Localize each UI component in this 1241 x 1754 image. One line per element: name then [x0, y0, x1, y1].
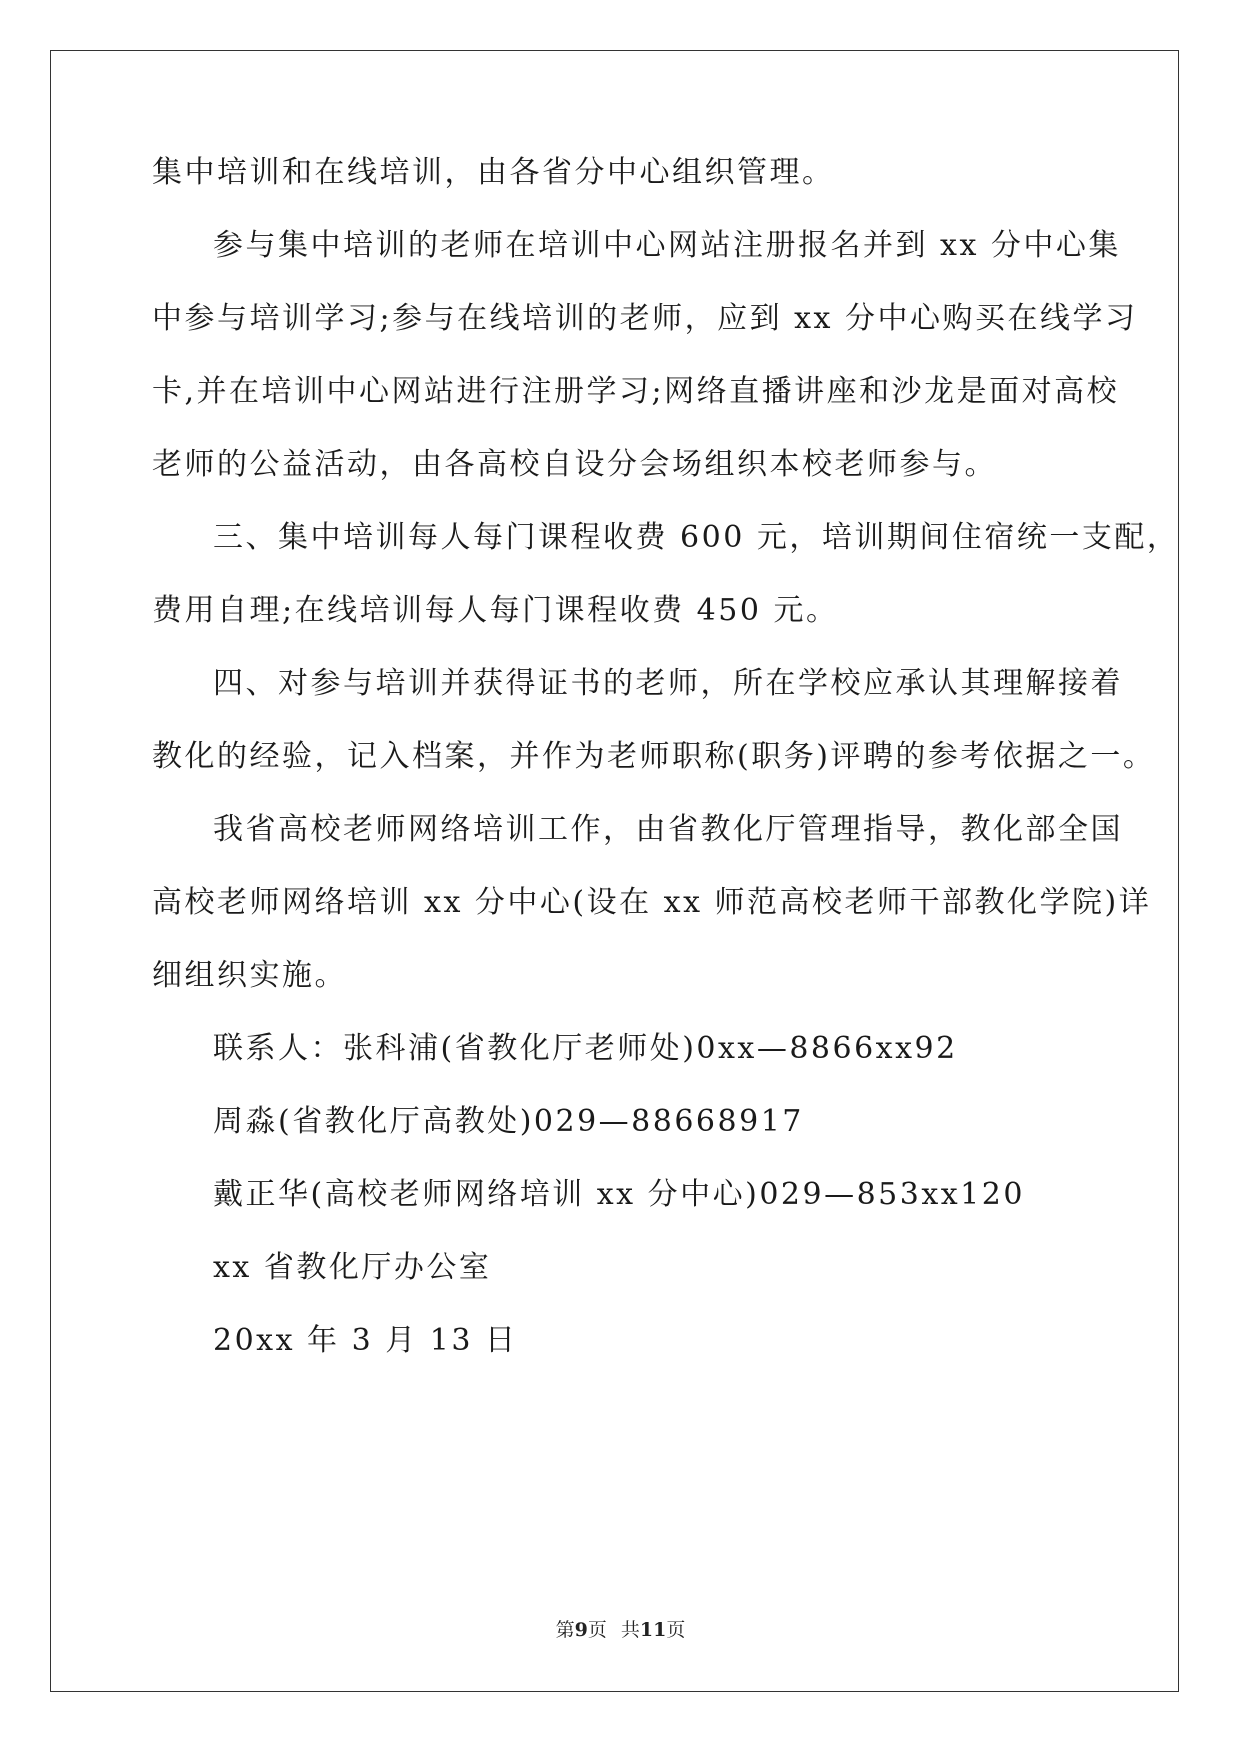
paragraph-line: 参与集中培训的老师在培训中心网站注册报名并到 xx 分中心集 [213, 228, 1121, 263]
total-prefix: 共 [620, 1619, 640, 1641]
paragraph-line: 我省高校老师网络培训工作，由省教化厅管理指导，教化部全国 [213, 812, 1123, 847]
contact-line: 周淼(省教化厅高教处)029—88668917 [213, 1104, 804, 1139]
page-current: 9 [574, 1619, 588, 1641]
page-border [50, 50, 1179, 1692]
issuer-line: xx 省教化厅办公室 [213, 1250, 492, 1285]
page-footer [0, 1618, 1241, 1642]
paragraph-line: 中参与培训学习;参与在线培训的老师，应到 xx 分中心购买在线学习 [152, 301, 1138, 336]
paragraph-line: 三、集中培训每人每门课程收费 600 元，培训期间住宿统一支配， [213, 520, 1180, 555]
contact-line: 戴正华(高校老师网络培训 xx 分中心)029—853xx120 [213, 1177, 1025, 1212]
total-suffix: 页 [666, 1619, 686, 1641]
paragraph-line: 高校老师网络培训 xx 分中心(设在 xx 师范高校老师干部教化学院)详 [152, 885, 1152, 920]
contact-line: 联系人：张科浦(省教化厅老师处)0xx—8866xx92 [213, 1031, 958, 1066]
paragraph-line: 老师的公益活动，由各高校自设分会场组织本校老师参与。 [152, 447, 997, 482]
page-prefix: 第 [555, 1619, 575, 1641]
paragraph-line: 教化的经验，记入档案，并作为老师职称(职务)评聘的参考依据之一。 [152, 739, 1156, 774]
paragraph-line: 费用自理;在线培训每人每门课程收费 450 元。 [152, 593, 839, 628]
paragraph-line: 集中培训和在线培训，由各省分中心组织管理。 [152, 155, 835, 190]
page-total: 11 [639, 1619, 667, 1641]
paragraph-line: 四、对参与培训并获得证书的老师，所在学校应承认其理解接着 [213, 666, 1123, 701]
paragraph-line: 卡,并在培训中心网站进行注册学习;网络直播讲座和沙龙是面对高校 [152, 374, 1120, 409]
paragraph-line: 细组织实施。 [152, 958, 347, 993]
date-line: 20xx 年 3 月 13 日 [213, 1323, 518, 1358]
page-mid: 页 [587, 1619, 607, 1641]
